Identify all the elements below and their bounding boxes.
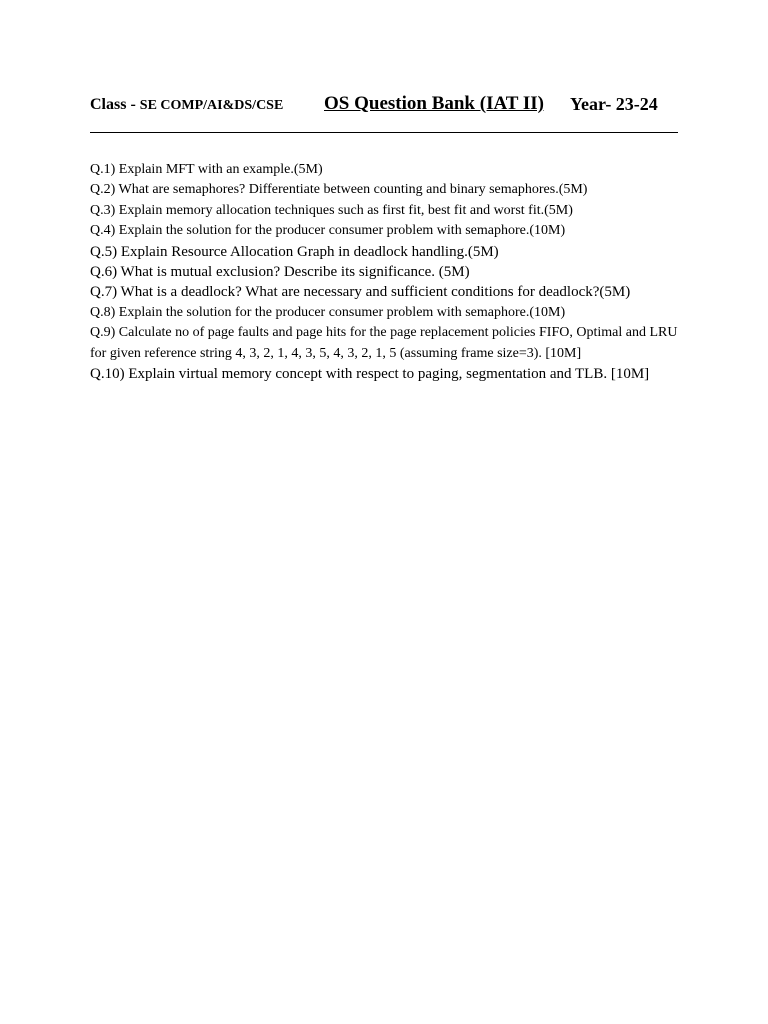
question-item: Q.9) Calculate no of page faults and page hits for the page replacement policies FIFO, Optimal and LRU for given reference string 4, 3, 2, 1, 4, 3, 5, 4, 3, 2, 1, 5 (assuming frame size=3). [10M]	[90, 325, 678, 361]
question-item: Q.4) Explain the solution for the producer consumer problem with semaphore.(10M)	[90, 223, 566, 239]
academic-year: Year- 23-24	[570, 94, 658, 114]
question-item: Q.2) What are semaphores? Differentiate between counting and binary semaphores.(5M)	[90, 182, 588, 198]
question-item: Q.6) What is mutual exclusion? Describe its significance. (5M)	[90, 264, 470, 281]
question-item: Q.3) Explain memory allocation techniques such as first fit, best fit and worst fit.(5M)	[90, 202, 573, 218]
document-title: OS Question Bank (IAT II)	[324, 93, 544, 114]
question-item: Q.7) What is a deadlock? What are necessary and sufficient conditions for deadlock?(5M)	[90, 284, 631, 301]
class-label	[90, 96, 283, 114]
question-item: Q.5) Explain Resource Allocation Graph in deadlock handling.(5M)	[90, 243, 499, 260]
class-prefix: Class -	[90, 96, 140, 113]
question-item: Q.1) Explain MFT with an example.(5M)	[90, 162, 323, 177]
document-header	[90, 93, 690, 119]
header-divider	[90, 132, 678, 133]
question-item: Q.8) Explain the solution for the producer consumer problem with semaphore.(10M)	[90, 304, 566, 320]
class-value: SE COMP/AI&DS/CSE	[139, 98, 284, 113]
question-list	[90, 160, 690, 384]
question-item: Q.10) Explain virtual memory concept with respect to paging, segmentation and TLB. [10M]	[90, 366, 650, 383]
